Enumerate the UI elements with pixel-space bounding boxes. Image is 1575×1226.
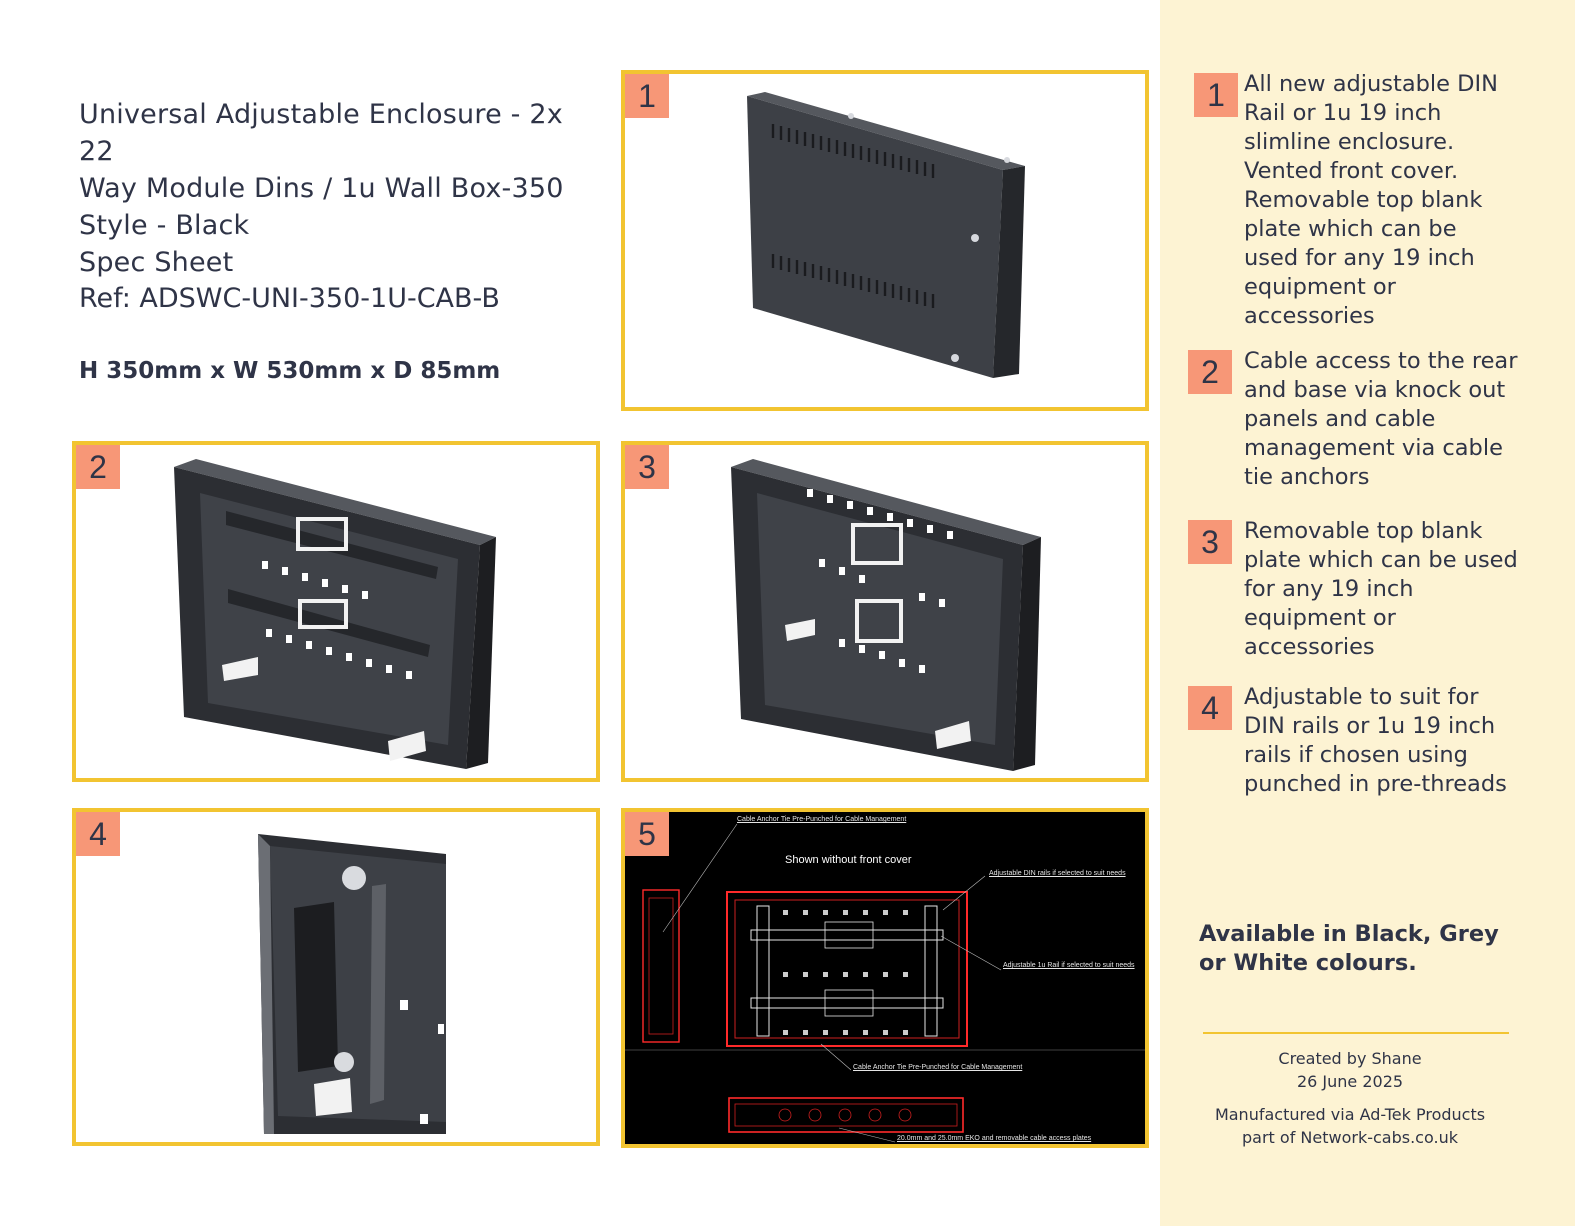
feature-number-1: 1 xyxy=(1194,73,1238,117)
enclosure-side-closeup-icon xyxy=(234,816,446,1134)
page-title-line-3: Style - Black xyxy=(79,210,250,241)
photo-panel-3 xyxy=(621,441,1149,782)
credits-created-by: Created by Shane xyxy=(1278,1049,1422,1068)
panel-badge-5: 5 xyxy=(625,812,669,856)
page-title-line-4: Spec Sheet xyxy=(79,247,234,278)
panel-badge-1: 1 xyxy=(625,74,669,118)
feature-number-4: 4 xyxy=(1188,686,1232,730)
feature-text-3: Removable top blank plate which can be used for any 19 inch equipment or accessories xyxy=(1244,518,1518,660)
availability-note: Available in Black, Grey or White colours. xyxy=(1199,921,1499,976)
credits-part-of: part of Network-cabs.co.uk xyxy=(1242,1128,1458,1147)
drawing-label-anchor-top: Cable Anchor Tie Pre-Punched for Cable Management xyxy=(737,816,907,823)
credits xyxy=(1190,1047,1510,1149)
feature-item-3 xyxy=(1188,520,1534,662)
page-title-line-2: Way Module Dins / 1u Wall Box-350 xyxy=(79,173,564,204)
credits-manufactured: Manufactured via Ad-Tek Products xyxy=(1214,1105,1486,1124)
drawing-label-anchor-bottom: Cable Anchor Tie Pre-Punched for Cable Management xyxy=(853,1064,1023,1071)
drawing-label-knockout: 20.0mm and 25.0mm EKO and removable cable access plates xyxy=(897,1135,1092,1142)
open-enclosure-empty-icon xyxy=(723,449,1055,777)
title-block xyxy=(79,96,599,281)
panel-badge-3: 3 xyxy=(625,445,669,489)
photo-panel-2 xyxy=(72,441,600,782)
product-ref: Ref: ADSWC-UNI-350-1U-CAB-B xyxy=(79,283,500,314)
panel-badge-2: 2 xyxy=(76,445,120,489)
page-title-line-1: Universal Adjustable Enclosure - 2x 22 xyxy=(79,99,563,167)
drawing-heading: Shown without front cover xyxy=(785,854,912,866)
feature-number-2: 2 xyxy=(1188,350,1232,394)
panel-badge-4: 4 xyxy=(76,812,120,856)
product-dimensions: H 350mm x W 530mm x D 85mm xyxy=(79,358,501,384)
feature-item-1 xyxy=(1194,73,1534,331)
feature-text-1: All new adjustable DIN Rail or 1u 19 inch slimline enclosure. Vented front cover. Removable top blank plate which can be used for any 19 inch equipment or accessories xyxy=(1244,71,1498,329)
feature-text-4: Adjustable to suit for DIN rails or 1u 19 inch rails if chosen using punched in pre-threads xyxy=(1244,684,1507,797)
closed-enclosure-photo-icon xyxy=(725,78,1049,406)
credits-date: 26 June 2025 xyxy=(1296,1072,1404,1091)
photo-panel-4 xyxy=(72,808,600,1146)
divider xyxy=(1203,1032,1509,1034)
feature-text-2: Cable access to the rear and base via knock out panels and cable management via cable tie anchors xyxy=(1244,348,1518,490)
feature-item-4 xyxy=(1188,686,1534,799)
open-enclosure-din-rails-icon xyxy=(166,449,512,777)
feature-item-2 xyxy=(1188,350,1534,492)
feature-number-3: 3 xyxy=(1188,520,1232,564)
drawing-label-rail: Adjustable 1u Rail if selected to suit needs xyxy=(1003,962,1135,969)
drawing-label-din: Adjustable DIN rails if selected to suit needs xyxy=(989,870,1126,877)
photo-panel-1 xyxy=(621,70,1149,411)
drawing-panel-5 xyxy=(621,808,1149,1148)
